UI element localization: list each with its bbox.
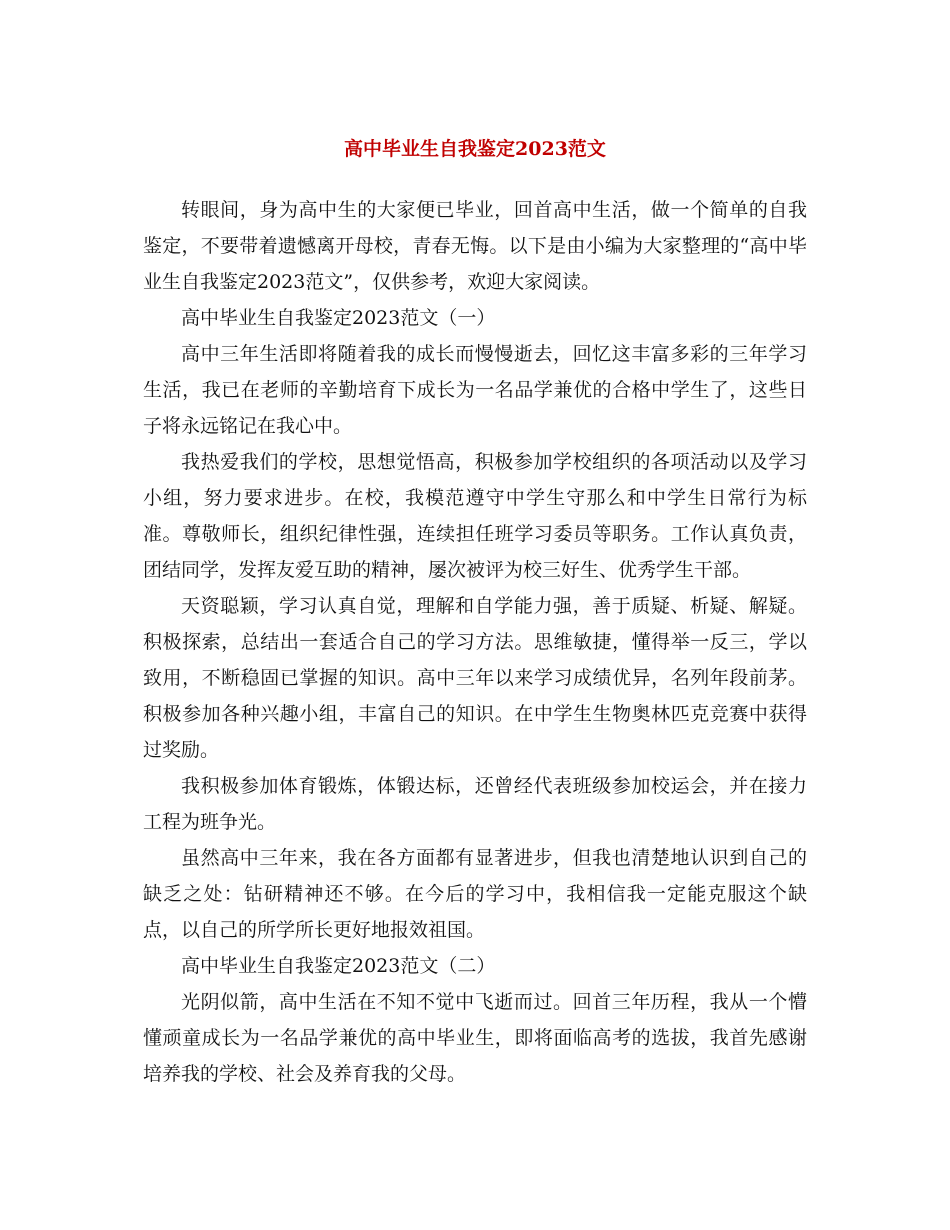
section-heading-two: 高中毕业生自我鉴定2023范文（二） xyxy=(181,955,496,977)
body-paragraph: 我积极参加体育锻炼，体锻达标，还曾经代表班级参加校运会，并在接力工程为班争光。 xyxy=(143,775,807,833)
intro-paragraph: 转眼间，身为高中生的大家便已毕业，回首高中生活，做一个简单的自我鉴定，不要带着遗憾离开母校，青春无悔。以下是由小编为大家整理的“高中毕业生自我鉴定2023范文”，仅供参考，欢迎大家阅读。 xyxy=(143,199,807,293)
document-body xyxy=(143,192,807,1092)
body-paragraph: 光阴似箭，高中生活在不知不觉中飞逝而过。回首三年历程，我从一个懵懂顽童成长为一名品学兼优的高中毕业生，即将面临高考的选拔，我首先感谢培养我的学校、社会及养育我的父母。 xyxy=(143,991,807,1085)
document-title: 高中毕业生自我鉴定2023范文 xyxy=(344,138,606,160)
body-paragraph: 虽然高中三年来，我在各方面都有显著进步，但我也清楚地认识到自己的缺乏之处：钻研精神还不够。在今后的学习中，我相信我一定能克服这个缺点，以自己的所学所长更好地报效祖国。 xyxy=(143,847,807,941)
body-paragraph: 天资聪颖，学习认真自觉，理解和自学能力强，善于质疑、析疑、解疑。积极探索，总结出一套适合自己的学习方法。思维敏捷，懂得举一反三，学以致用，不断稳固已掌握的知识。高中三年以来学习成绩优异，名列年段前茅。积极参加各种兴趣小组，丰富自己的知识。在中学生生物奥林匹克竞赛中获得过奖励。 xyxy=(143,595,807,761)
section-heading-one: 高中毕业生自我鉴定2023范文（一） xyxy=(181,307,496,329)
body-paragraph: 我热爱我们的学校，思想觉悟高，积极参加学校组织的各项活动以及学习小组，努力要求进步。在校，我模范遵守中学生守那么和中学生日常行为标准。尊敬师长，组织纪律性强，连续担任班学习委员等职务。工作认真负责，团结同学，发挥友爱互助的精神，屡次被评为校三好生、优秀学生干部。 xyxy=(143,451,807,581)
body-paragraph: 高中三年生活即将随着我的成长而慢慢逝去，回忆这丰富多彩的三年学习生活，我已在老师的辛勤培育下成长为一名品学兼优的合格中学生了，这些日子将永远铭记在我心中。 xyxy=(143,343,807,437)
